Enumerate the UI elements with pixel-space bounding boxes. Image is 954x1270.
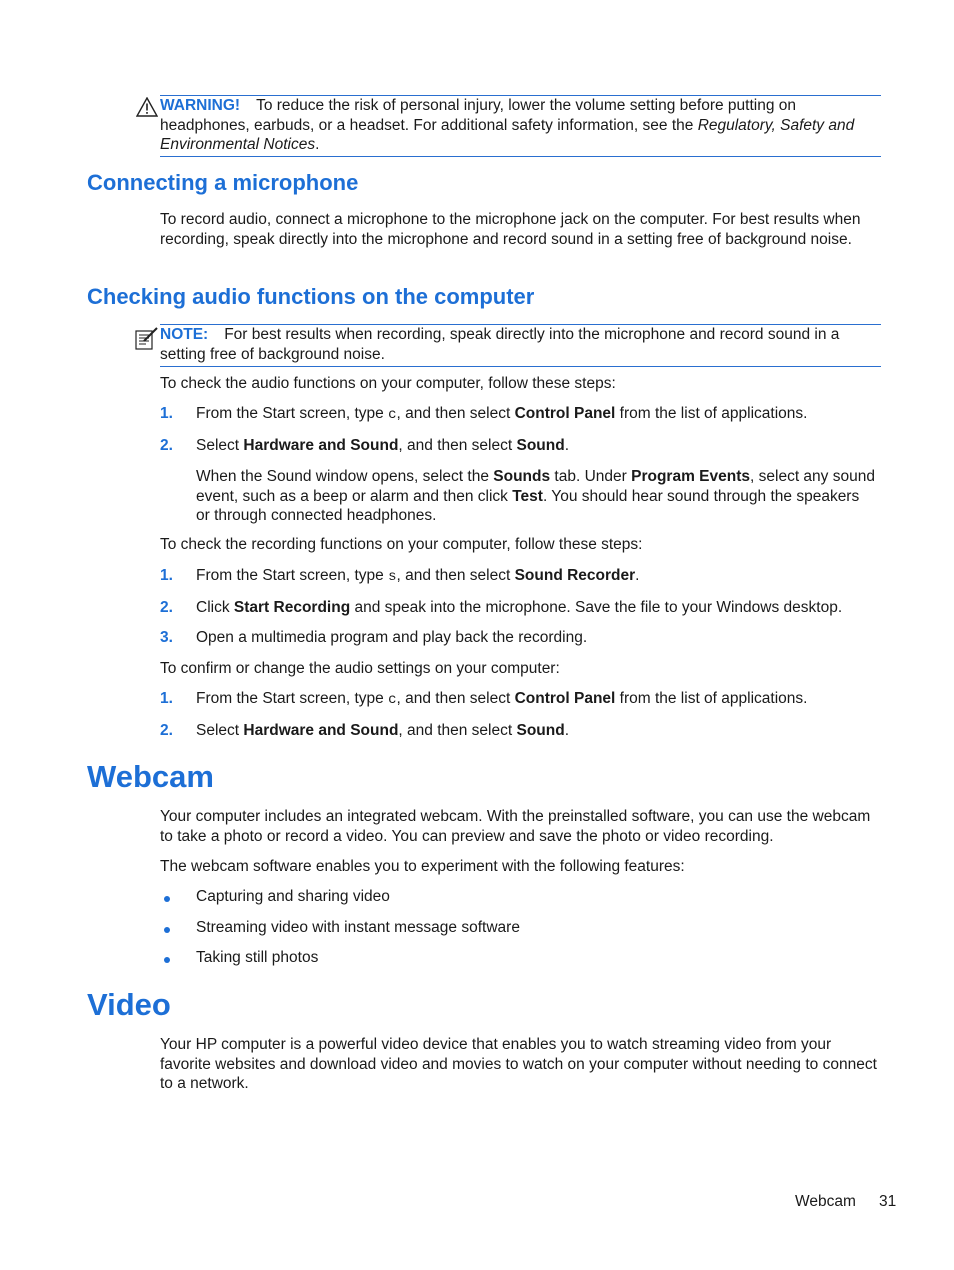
list-item: Select Hardware and Sound, and then select Sound. [196, 722, 570, 739]
audio-intro: To check the audio functions on your computer, follow these steps: [160, 375, 616, 392]
recording-intro: To check the recording functions on your computer, follow these steps: [160, 536, 643, 553]
bullet-icon [164, 957, 170, 963]
webcam-features-intro: The webcam software enables you to experiment with the following features: [160, 858, 685, 875]
mic-heading: Connecting a microphone [87, 170, 359, 195]
list-item: Select Hardware and Sound, and then select Sound. [196, 437, 570, 454]
video-heading: Video [87, 987, 171, 1022]
warning-text: To reduce the risk of personal injury, lower the volume setting before putting on headphones, earbuds, or a headset. For additional safety information, see the [160, 97, 797, 134]
note-label: NOTE: [160, 326, 209, 343]
list-item: Click Start Recording and speak into the microphone. Save the file to your Windows desktop. [196, 599, 843, 616]
list-item: Streaming video with instant message software [196, 919, 520, 936]
video-body: Your HP computer is a powerful video device that enables you to watch streaming video from your favorite websites and download video and movies to watch on your computer without needing to connect to a network. [160, 1036, 877, 1092]
list-item: From the Start screen, type c, and then select Control Panel from the list of applications. [196, 405, 808, 423]
webcam-body: Your computer includes an integrated webcam. With the preinstalled software, you can use the webcam to take a photo or record a video. You can preview and save the photo or video recording. [160, 808, 871, 845]
list-item: From the Start screen, type s, and then select Sound Recorder. [196, 567, 640, 585]
list-item: Capturing and sharing video [196, 888, 390, 905]
footer-section: Webcam [795, 1193, 856, 1210]
page-number: 31 [879, 1193, 897, 1210]
warning-label: WARNING! [160, 97, 241, 114]
note-box [160, 324, 881, 367]
settings-intro: To confirm or change the audio settings on your computer: [160, 660, 560, 677]
list-item: Open a multimedia program and play back the recording. [196, 629, 588, 646]
audio-heading: Checking audio functions on the computer [87, 284, 535, 309]
mic-body: To record audio, connect a microphone to the microphone jack on the computer. For best results when recording, speak directly into the microphone and record sound in a setting free of background noise. [160, 211, 861, 248]
note-text: For best results when recording, speak directly into the microphone and record sound in a setting free of background noise. [160, 326, 840, 363]
list-item: From the Start screen, type c, and then select Control Panel from the list of applications. [196, 690, 808, 708]
bullet-icon [164, 927, 170, 933]
warning-reference: Regulatory, Safety and Environmental Notices [160, 116, 855, 153]
list-item-detail: When the Sound window opens, select the Sounds tab. Under Program Events, select any sound event, such as a beep or alarm and then click Test. You should hear sound through the speakers or through connected headphones. [196, 468, 875, 524]
bullet-icon [164, 896, 170, 902]
warning-box: WARNING! To reduce the risk of personal injury, lower the volume setting before putting on headphones, earbuds, or a headset. For additional safety information, see the Regulatory, Safety and Environmental Notices. [160, 95, 881, 157]
warning-icon [136, 97, 158, 117]
note-icon [135, 326, 159, 350]
webcam-heading: Webcam [87, 759, 214, 794]
list-item: Taking still photos [196, 949, 319, 966]
